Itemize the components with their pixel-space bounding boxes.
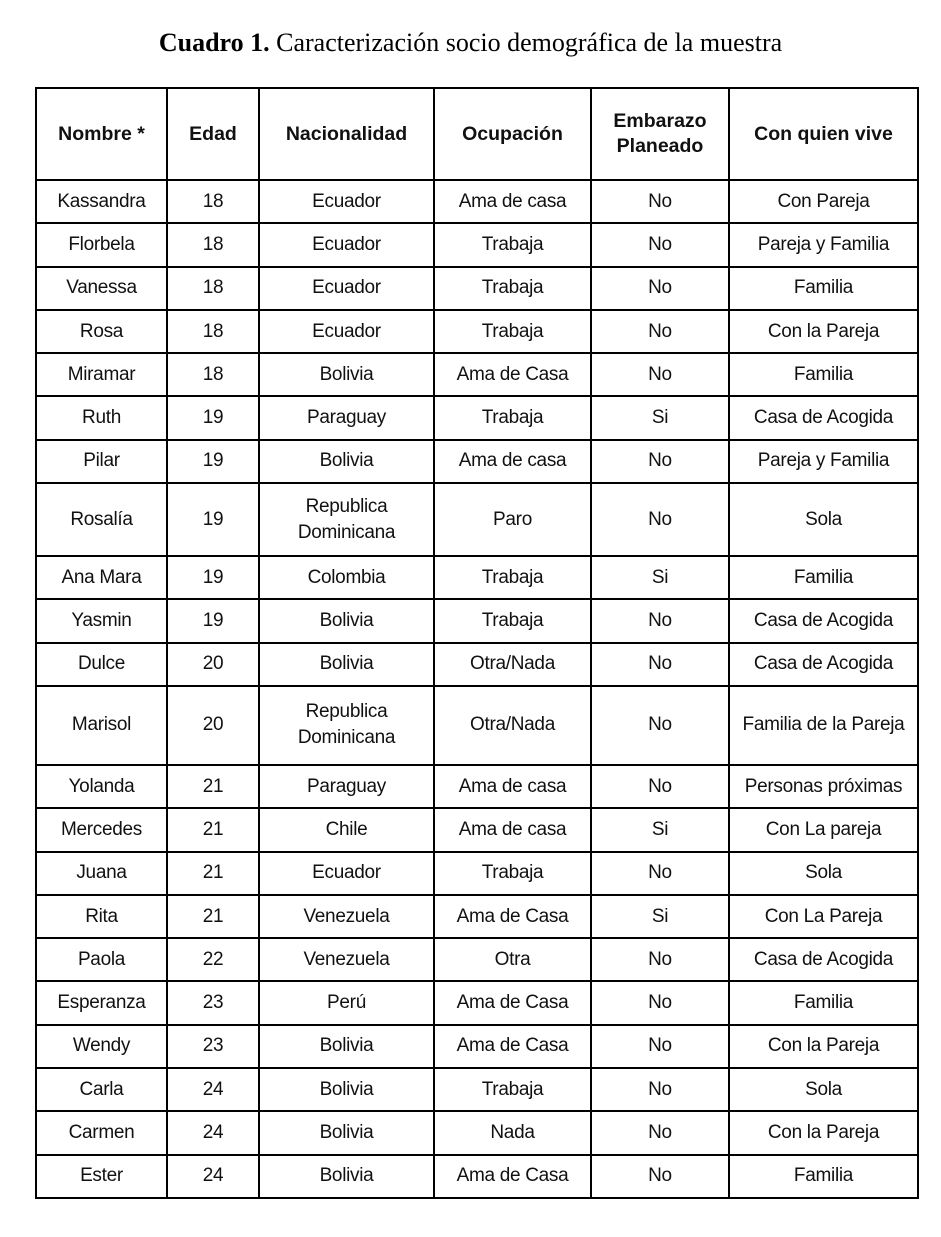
cell-nombre: Yolanda: [36, 765, 167, 808]
cell-ocupacion: Trabaja: [434, 556, 591, 599]
cell-con-quien-vive: Familia: [729, 556, 918, 599]
cell-nombre: Wendy: [36, 1025, 167, 1068]
cell-nacionalidad: Perú: [259, 981, 434, 1024]
cell-ocupacion: Ama de Casa: [434, 1155, 591, 1198]
cell-nombre: Kassandra: [36, 180, 167, 223]
header-edad: Edad: [167, 88, 259, 180]
cell-embarazo-planeado: Si: [591, 895, 729, 938]
cell-ocupacion: Trabaja: [434, 1068, 591, 1111]
cell-nombre: Carmen: [36, 1111, 167, 1154]
cell-nacionalidad: Republica Dominicana: [259, 686, 434, 765]
cell-con-quien-vive: Con la Pareja: [729, 310, 918, 353]
cell-nacionalidad: Venezuela: [259, 895, 434, 938]
cell-ocupacion: Trabaja: [434, 267, 591, 310]
cell-nombre: Mercedes: [36, 808, 167, 851]
cell-edad: 20: [167, 643, 259, 686]
cell-con-quien-vive: Personas próximas: [729, 765, 918, 808]
cell-edad: 23: [167, 1025, 259, 1068]
cell-ocupacion: Ama de Casa: [434, 981, 591, 1024]
cell-con-quien-vive: Familia: [729, 267, 918, 310]
cell-nacionalidad: Bolivia: [259, 440, 434, 483]
cell-ocupacion: Paro: [434, 483, 591, 556]
cell-edad: 23: [167, 981, 259, 1024]
cell-edad: 24: [167, 1068, 259, 1111]
cell-nacionalidad: Bolivia: [259, 1155, 434, 1198]
cell-ocupacion: Ama de Casa: [434, 353, 591, 396]
cell-embarazo-planeado: No: [591, 938, 729, 981]
cell-nacionalidad: Ecuador: [259, 223, 434, 266]
cell-con-quien-vive: Casa de Acogida: [729, 938, 918, 981]
cell-edad: 18: [167, 353, 259, 396]
header-ocupacion: Ocupación: [434, 88, 591, 180]
cell-con-quien-vive: Con La Pareja: [729, 895, 918, 938]
cell-ocupacion: Ama de casa: [434, 180, 591, 223]
table-row: [36, 765, 918, 808]
cell-embarazo-planeado: No: [591, 267, 729, 310]
table-row: [36, 1025, 918, 1068]
cell-ocupacion: Otra: [434, 938, 591, 981]
table-row: [36, 440, 918, 483]
cell-edad: 21: [167, 852, 259, 895]
cell-nombre: Pilar: [36, 440, 167, 483]
cell-ocupacion: Ama de casa: [434, 808, 591, 851]
cell-embarazo-planeado: No: [591, 1155, 729, 1198]
cell-con-quien-vive: Familia: [729, 1155, 918, 1198]
cell-edad: 21: [167, 895, 259, 938]
table-row: [36, 686, 918, 765]
cell-ocupacion: Ama de casa: [434, 765, 591, 808]
cell-ocupacion: Trabaja: [434, 223, 591, 266]
cell-edad: 18: [167, 267, 259, 310]
cell-ocupacion: Otra/Nada: [434, 643, 591, 686]
cell-nombre: Rosalía: [36, 483, 167, 556]
cell-nombre: Yasmin: [36, 599, 167, 642]
cell-nombre: Vanessa: [36, 267, 167, 310]
header-nacionalidad: Nacionalidad: [259, 88, 434, 180]
table-row: [36, 1155, 918, 1198]
cell-edad: 18: [167, 180, 259, 223]
cell-nombre: Juana: [36, 852, 167, 895]
table-row: [36, 180, 918, 223]
cell-ocupacion: Otra/Nada: [434, 686, 591, 765]
cell-nombre: Ester: [36, 1155, 167, 1198]
cell-nombre: Rita: [36, 895, 167, 938]
cell-nacionalidad: Ecuador: [259, 852, 434, 895]
cell-nombre: Miramar: [36, 353, 167, 396]
cell-nacionalidad: Colombia: [259, 556, 434, 599]
cell-con-quien-vive: Familia de la Pareja: [729, 686, 918, 765]
cell-edad: 18: [167, 223, 259, 266]
cell-edad: 24: [167, 1155, 259, 1198]
cell-nombre: Esperanza: [36, 981, 167, 1024]
cell-embarazo-planeado: Si: [591, 556, 729, 599]
table-row: [36, 1111, 918, 1154]
cell-nacionalidad: Bolivia: [259, 1025, 434, 1068]
table-row: [36, 852, 918, 895]
demographics-table: [35, 87, 919, 1199]
cell-nacionalidad: Venezuela: [259, 938, 434, 981]
cell-con-quien-vive: Casa de Acogida: [729, 643, 918, 686]
cell-embarazo-planeado: No: [591, 1068, 729, 1111]
cell-embarazo-planeado: No: [591, 981, 729, 1024]
table-row: [36, 643, 918, 686]
table-row: [36, 808, 918, 851]
cell-con-quien-vive: Sola: [729, 483, 918, 556]
cell-edad: 19: [167, 396, 259, 439]
table-row: [36, 895, 918, 938]
table-row: [36, 599, 918, 642]
cell-embarazo-planeado: Si: [591, 808, 729, 851]
cell-edad: 24: [167, 1111, 259, 1154]
cell-ocupacion: Nada: [434, 1111, 591, 1154]
cell-con-quien-vive: Sola: [729, 1068, 918, 1111]
cell-ocupacion: Ama de casa: [434, 440, 591, 483]
table-caption: [0, 28, 941, 58]
cell-embarazo-planeado: No: [591, 223, 729, 266]
table-row: [36, 353, 918, 396]
cell-edad: 21: [167, 808, 259, 851]
cell-edad: 18: [167, 310, 259, 353]
cell-embarazo-planeado: No: [591, 180, 729, 223]
cell-con-quien-vive: Pareja y Familia: [729, 223, 918, 266]
cell-nacionalidad: Ecuador: [259, 180, 434, 223]
table-row: [36, 223, 918, 266]
cell-con-quien-vive: Con La pareja: [729, 808, 918, 851]
cell-nombre: Paola: [36, 938, 167, 981]
cell-edad: 21: [167, 765, 259, 808]
cell-embarazo-planeado: No: [591, 643, 729, 686]
table-row: [36, 310, 918, 353]
cell-edad: 19: [167, 483, 259, 556]
table-row: [36, 981, 918, 1024]
caption-text: Caracterización socio demográfica de la muestra: [276, 28, 783, 57]
table-row: [36, 396, 918, 439]
cell-ocupacion: Ama de Casa: [434, 1025, 591, 1068]
cell-con-quien-vive: Pareja y Familia: [729, 440, 918, 483]
cell-edad: 20: [167, 686, 259, 765]
cell-con-quien-vive: Con Pareja: [729, 180, 918, 223]
cell-nombre: Florbela: [36, 223, 167, 266]
cell-ocupacion: Trabaja: [434, 599, 591, 642]
cell-ocupacion: Trabaja: [434, 396, 591, 439]
cell-con-quien-vive: Familia: [729, 981, 918, 1024]
table-row: [36, 1068, 918, 1111]
cell-embarazo-planeado: No: [591, 765, 729, 808]
cell-nombre: Carla: [36, 1068, 167, 1111]
cell-con-quien-vive: Con la Pareja: [729, 1111, 918, 1154]
cell-nacionalidad: Republica Dominicana: [259, 483, 434, 556]
cell-nacionalidad: Bolivia: [259, 1111, 434, 1154]
cell-con-quien-vive: Casa de Acogida: [729, 599, 918, 642]
cell-nacionalidad: Bolivia: [259, 643, 434, 686]
table-row: [36, 556, 918, 599]
cell-nacionalidad: Paraguay: [259, 396, 434, 439]
cell-nacionalidad: Ecuador: [259, 267, 434, 310]
cell-ocupacion: Trabaja: [434, 852, 591, 895]
cell-nombre: Ruth: [36, 396, 167, 439]
table-header-row: [36, 88, 918, 180]
cell-nacionalidad: Bolivia: [259, 353, 434, 396]
header-con-quien-vive: Con quien vive: [729, 88, 918, 180]
cell-ocupacion: Trabaja: [434, 310, 591, 353]
cell-ocupacion: Ama de Casa: [434, 895, 591, 938]
cell-con-quien-vive: Casa de Acogida: [729, 396, 918, 439]
cell-nacionalidad: Bolivia: [259, 1068, 434, 1111]
caption-label: Cuadro 1.: [158, 28, 270, 57]
cell-con-quien-vive: Familia: [729, 353, 918, 396]
cell-nombre: Marisol: [36, 686, 167, 765]
cell-edad: 22: [167, 938, 259, 981]
table-row: [36, 483, 918, 556]
header-nombre: Nombre *: [36, 88, 167, 180]
cell-embarazo-planeado: No: [591, 852, 729, 895]
cell-edad: 19: [167, 599, 259, 642]
cell-embarazo-planeado: No: [591, 1111, 729, 1154]
cell-embarazo-planeado: No: [591, 1025, 729, 1068]
cell-con-quien-vive: Con la Pareja: [729, 1025, 918, 1068]
table-body: [36, 180, 918, 1198]
cell-con-quien-vive: Sola: [729, 852, 918, 895]
cell-nacionalidad: Bolivia: [259, 599, 434, 642]
cell-embarazo-planeado: Si: [591, 396, 729, 439]
cell-edad: 19: [167, 440, 259, 483]
cell-embarazo-planeado: No: [591, 440, 729, 483]
cell-nombre: Rosa: [36, 310, 167, 353]
cell-nacionalidad: Paraguay: [259, 765, 434, 808]
table-row: [36, 938, 918, 981]
cell-nacionalidad: Ecuador: [259, 310, 434, 353]
cell-embarazo-planeado: No: [591, 599, 729, 642]
cell-embarazo-planeado: No: [591, 353, 729, 396]
cell-embarazo-planeado: No: [591, 483, 729, 556]
cell-embarazo-planeado: No: [591, 310, 729, 353]
cell-embarazo-planeado: No: [591, 686, 729, 765]
table-row: [36, 267, 918, 310]
header-embarazo-planeado: Embarazo Planeado: [591, 88, 729, 180]
cell-nombre: Ana Mara: [36, 556, 167, 599]
cell-edad: 19: [167, 556, 259, 599]
cell-nombre: Dulce: [36, 643, 167, 686]
cell-nacionalidad: Chile: [259, 808, 434, 851]
